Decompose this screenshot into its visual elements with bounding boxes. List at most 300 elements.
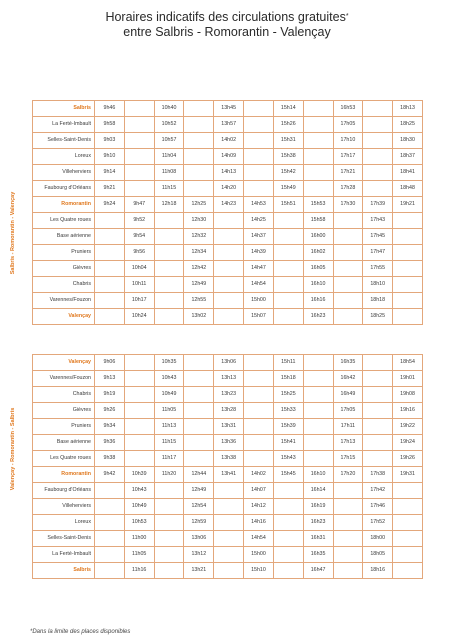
departure-time: 9h14 [95, 165, 125, 181]
departure-time [214, 531, 244, 547]
departure-time: 16h23 [303, 515, 333, 531]
departure-time: 17h21 [333, 165, 363, 181]
departure-time: 11h20 [154, 467, 184, 483]
departure-time [244, 181, 274, 197]
station-name: Faubourg d'Orléans [33, 483, 95, 499]
departure-time [244, 371, 274, 387]
departure-time: 12h42 [184, 261, 214, 277]
departure-time [214, 261, 244, 277]
timetable-row [33, 435, 423, 451]
departure-time: 12h54 [184, 499, 214, 515]
departure-time: 13h57 [214, 117, 244, 133]
departure-time: 9h21 [95, 181, 125, 197]
departure-time: 14h53 [244, 197, 274, 213]
departure-time [95, 531, 125, 547]
departure-time [244, 133, 274, 149]
departure-time [154, 293, 184, 309]
departure-time [333, 547, 363, 563]
departure-time [303, 355, 333, 371]
departure-time: 16h14 [303, 483, 333, 499]
departure-time: 18h18 [363, 293, 393, 309]
departure-time [303, 133, 333, 149]
departure-time [154, 499, 184, 515]
station-name: Les Quatre roues [33, 451, 95, 467]
departure-time [184, 355, 214, 371]
station-name: Romorantin [33, 467, 95, 483]
departure-time [303, 403, 333, 419]
timetable-row [33, 467, 423, 483]
timetable-valencay-salbris [32, 354, 423, 579]
departure-time: 15h07 [244, 309, 274, 325]
departure-time: 11h13 [154, 419, 184, 435]
departure-time: 13h41 [214, 467, 244, 483]
departure-time: 18h48 [393, 181, 423, 197]
departure-time: 18h16 [363, 563, 393, 579]
departure-time [124, 419, 154, 435]
departure-time [214, 245, 244, 261]
departure-time: 9h26 [95, 403, 125, 419]
station-name: Chabris [33, 387, 95, 403]
departure-time: 16h35 [333, 355, 363, 371]
departure-time [273, 499, 303, 515]
departure-time [363, 355, 393, 371]
departure-time: 18h00 [363, 531, 393, 547]
departure-time: 9h58 [95, 117, 125, 133]
departure-time [333, 293, 363, 309]
timetable-row [33, 483, 423, 499]
departure-time: 16h00 [303, 229, 333, 245]
timetable-row [33, 229, 423, 245]
departure-time: 11h16 [124, 563, 154, 579]
departure-time: 11h04 [154, 149, 184, 165]
departure-time [244, 451, 274, 467]
departure-time [244, 117, 274, 133]
timetable-row [33, 451, 423, 467]
timetable-row [33, 149, 423, 165]
departure-time: 12h30 [184, 213, 214, 229]
departure-time [214, 563, 244, 579]
departure-time [184, 371, 214, 387]
departure-time: 14h02 [214, 133, 244, 149]
departure-time: 10h17 [124, 293, 154, 309]
departure-time: 16h16 [303, 293, 333, 309]
departure-time [303, 149, 333, 165]
departure-time: 19h08 [393, 387, 423, 403]
station-name: Varennes/Fouzon [33, 371, 95, 387]
departure-time [184, 451, 214, 467]
departure-time [244, 355, 274, 371]
departure-time: 17h30 [333, 197, 363, 213]
departure-time: 9h47 [124, 197, 154, 213]
station-name: Les Quatre roues [33, 213, 95, 229]
departure-time: 13h28 [214, 403, 244, 419]
departure-time: 10h43 [154, 371, 184, 387]
departure-time [273, 547, 303, 563]
departure-time [273, 483, 303, 499]
departure-time: 9h06 [95, 355, 125, 371]
departure-time [393, 213, 423, 229]
departure-time: 13h36 [214, 435, 244, 451]
departure-time: 10h53 [124, 515, 154, 531]
departure-time: 12h59 [184, 515, 214, 531]
departure-time: 19h21 [393, 197, 423, 213]
departure-time: 14h47 [244, 261, 274, 277]
departure-time: 16h31 [303, 531, 333, 547]
departure-time: 13h12 [184, 547, 214, 563]
departure-time [393, 261, 423, 277]
departure-time: 15h51 [273, 197, 303, 213]
station-name: Romorantin [33, 197, 95, 213]
departure-time: 9h10 [95, 149, 125, 165]
title-line1: Horaires indicatifs des circulations gratuites [105, 10, 346, 24]
departure-time: 19h16 [393, 403, 423, 419]
departure-time: 18h13 [393, 101, 423, 117]
departure-time: 16h23 [303, 309, 333, 325]
station-name: Salbris [33, 101, 95, 117]
departure-time: 9h38 [95, 451, 125, 467]
departure-time [363, 117, 393, 133]
departure-time [95, 483, 125, 499]
departure-time: 16h42 [333, 371, 363, 387]
station-name: Selles-Saint-Denis [33, 531, 95, 547]
departure-time: 17h38 [363, 467, 393, 483]
departure-time [303, 387, 333, 403]
departure-time: 14h09 [214, 149, 244, 165]
departure-time [303, 451, 333, 467]
departure-time [273, 515, 303, 531]
departure-time: 17h20 [333, 467, 363, 483]
departure-time: 14h07 [244, 483, 274, 499]
departure-time: 10h49 [124, 499, 154, 515]
departure-time: 18h54 [393, 355, 423, 371]
departure-time: 15h26 [273, 117, 303, 133]
timetable-row [33, 197, 423, 213]
departure-time [273, 309, 303, 325]
departure-time: 9h56 [124, 245, 154, 261]
station-name: Valençay [33, 309, 95, 325]
departure-time [95, 499, 125, 515]
departure-time [184, 101, 214, 117]
departure-time [184, 419, 214, 435]
departure-time: 10h57 [154, 133, 184, 149]
station-name: Loreux [33, 149, 95, 165]
departure-time: 17h28 [333, 181, 363, 197]
departure-time [244, 165, 274, 181]
departure-time: 14h12 [244, 499, 274, 515]
departure-time: 12h44 [184, 467, 214, 483]
departure-time: 17h11 [333, 419, 363, 435]
timetable-row [33, 133, 423, 149]
timetable-row [33, 547, 423, 563]
departure-time: 17h10 [333, 133, 363, 149]
departure-time: 16h10 [303, 277, 333, 293]
departure-time [95, 261, 125, 277]
timetable-row [33, 117, 423, 133]
departure-time: 15h39 [273, 419, 303, 435]
timetable-row [33, 277, 423, 293]
departure-time [154, 245, 184, 261]
departure-time [154, 309, 184, 325]
station-name: Gièvres [33, 403, 95, 419]
departure-time [363, 133, 393, 149]
departure-time: 12h49 [184, 483, 214, 499]
timetable-row [33, 419, 423, 435]
departure-time: 9h36 [95, 435, 125, 451]
timetable-salbris-valencay [32, 100, 423, 325]
departure-time [363, 149, 393, 165]
station-name: Base aérienne [33, 229, 95, 245]
departure-time: 13h06 [184, 531, 214, 547]
timetable-row [33, 515, 423, 531]
departure-time: 14h39 [244, 245, 274, 261]
departure-time: 17h43 [363, 213, 393, 229]
departure-time [333, 563, 363, 579]
departure-time: 19h31 [393, 467, 423, 483]
departure-time: 14h37 [244, 229, 274, 245]
departure-time [363, 403, 393, 419]
departure-time [393, 229, 423, 245]
departure-time: 19h26 [393, 451, 423, 467]
departure-time: 15h00 [244, 547, 274, 563]
departure-time [303, 101, 333, 117]
timetable-row [33, 403, 423, 419]
departure-time: 15h58 [303, 213, 333, 229]
departure-time: 10h11 [124, 277, 154, 293]
departure-time: 9h24 [95, 197, 125, 213]
station-name: La Ferté-Imbault [33, 117, 95, 133]
departure-time [303, 371, 333, 387]
title-asterisk: * [345, 13, 349, 20]
departure-time: 13h45 [214, 101, 244, 117]
departure-time [95, 563, 125, 579]
station-name: Villeherviers [33, 165, 95, 181]
departure-time [214, 547, 244, 563]
departure-time: 9h19 [95, 387, 125, 403]
document-subtitle: entre Salbris - Romorantin - Valençay [123, 25, 331, 39]
departure-time [154, 531, 184, 547]
station-name: Valençay [33, 355, 95, 371]
departure-time: 9h34 [95, 419, 125, 435]
departure-time: 16h19 [303, 499, 333, 515]
departure-time [124, 355, 154, 371]
departure-time: 10h04 [124, 261, 154, 277]
departure-time [333, 531, 363, 547]
departure-time [184, 133, 214, 149]
timetable-row [33, 181, 423, 197]
departure-time: 14h54 [244, 531, 274, 547]
timetable-row [33, 261, 423, 277]
departure-time [154, 229, 184, 245]
departure-time [393, 515, 423, 531]
departure-time: 14h16 [244, 515, 274, 531]
station-name: Chabris [33, 277, 95, 293]
departure-time [214, 309, 244, 325]
departure-time [273, 213, 303, 229]
station-name: Villeherviers [33, 499, 95, 515]
departure-time: 13h06 [214, 355, 244, 371]
departure-time: 15h11 [273, 355, 303, 371]
departure-time [244, 435, 274, 451]
departure-time [393, 563, 423, 579]
departure-time: 14h13 [214, 165, 244, 181]
departure-time [303, 181, 333, 197]
timetable-row [33, 165, 423, 181]
departure-time: 14h23 [214, 197, 244, 213]
departure-time [184, 149, 214, 165]
departure-time: 14h25 [244, 213, 274, 229]
departure-time: 10h49 [154, 387, 184, 403]
departure-time [244, 149, 274, 165]
timetable-row [33, 387, 423, 403]
departure-time: 10h40 [154, 101, 184, 117]
departure-time [333, 245, 363, 261]
departure-time: 12h25 [184, 197, 214, 213]
departure-time: 13h21 [184, 563, 214, 579]
departure-time [95, 229, 125, 245]
departure-time [333, 229, 363, 245]
departure-time [273, 229, 303, 245]
departure-time: 17h47 [363, 245, 393, 261]
station-name: La Ferté-Imbault [33, 547, 95, 563]
departure-time: 11h15 [154, 435, 184, 451]
departure-time [363, 387, 393, 403]
departure-time: 15h14 [273, 101, 303, 117]
departure-time: 13h31 [214, 419, 244, 435]
departure-time [333, 277, 363, 293]
departure-time [393, 293, 423, 309]
departure-time: 16h10 [303, 467, 333, 483]
timetable-row [33, 213, 423, 229]
departure-time [393, 245, 423, 261]
departure-time [273, 563, 303, 579]
departure-time [184, 387, 214, 403]
timetable-row [33, 101, 423, 117]
departure-time [124, 149, 154, 165]
station-name: Loreux [33, 515, 95, 531]
timetable-row [33, 531, 423, 547]
departure-time [154, 483, 184, 499]
departure-time [154, 277, 184, 293]
departure-time [154, 547, 184, 563]
departure-time [303, 435, 333, 451]
departure-time [363, 181, 393, 197]
departure-time [95, 213, 125, 229]
departure-time [214, 293, 244, 309]
departure-time [214, 277, 244, 293]
departure-time [124, 451, 154, 467]
departure-time [244, 419, 274, 435]
departure-time: 15h31 [273, 133, 303, 149]
departure-time [214, 515, 244, 531]
departure-time [124, 117, 154, 133]
table2-side-label: Valençay - Romorantin - Salbris [10, 407, 16, 491]
timetable-row [33, 309, 423, 325]
departure-time [184, 117, 214, 133]
departure-time: 11h08 [154, 165, 184, 181]
departure-time: 15h45 [273, 467, 303, 483]
departure-time [333, 261, 363, 277]
departure-time [124, 387, 154, 403]
departure-time: 17h15 [333, 451, 363, 467]
departure-time [273, 293, 303, 309]
departure-time: 13h23 [214, 387, 244, 403]
departure-time: 15h43 [273, 451, 303, 467]
departure-time [363, 101, 393, 117]
departure-time [154, 563, 184, 579]
departure-time: 11h05 [124, 547, 154, 563]
departure-time: 17h05 [333, 117, 363, 133]
document-title [0, 10, 454, 25]
departure-time: 13h02 [184, 309, 214, 325]
departure-time [124, 165, 154, 181]
departure-time: 19h24 [393, 435, 423, 451]
departure-time: 18h41 [393, 165, 423, 181]
station-name: Varennes/Fouzon [33, 293, 95, 309]
departure-time: 9h46 [95, 101, 125, 117]
departure-time: 15h53 [303, 197, 333, 213]
table1-side-label: Salbris - Romorantin - Valençay [10, 191, 16, 275]
departure-time: 18h05 [363, 547, 393, 563]
departure-time: 17h55 [363, 261, 393, 277]
departure-time [393, 277, 423, 293]
departure-time [214, 229, 244, 245]
departure-time: 18h37 [393, 149, 423, 165]
departure-time [393, 499, 423, 515]
station-name: Selles-Saint-Denis [33, 133, 95, 149]
departure-time: 9h03 [95, 133, 125, 149]
departure-time: 9h54 [124, 229, 154, 245]
departure-time [95, 277, 125, 293]
departure-time [95, 309, 125, 325]
departure-time [154, 261, 184, 277]
departure-time [363, 371, 393, 387]
station-name: Pruniers [33, 245, 95, 261]
departure-time: 12h18 [154, 197, 184, 213]
departure-time: 15h10 [244, 563, 274, 579]
departure-time: 18h25 [393, 117, 423, 133]
departure-time: 16h49 [333, 387, 363, 403]
departure-time: 17h52 [363, 515, 393, 531]
departure-time: 14h02 [244, 467, 274, 483]
departure-time [214, 213, 244, 229]
departure-time: 12h55 [184, 293, 214, 309]
departure-time: 19h22 [393, 419, 423, 435]
departure-time [214, 499, 244, 515]
departure-time: 11h00 [124, 531, 154, 547]
departure-time [184, 435, 214, 451]
station-name: Faubourg d'Orléans [33, 181, 95, 197]
departure-time [363, 435, 393, 451]
departure-time [124, 435, 154, 451]
station-name: Pruniers [33, 419, 95, 435]
departure-time [393, 547, 423, 563]
departure-time [273, 277, 303, 293]
departure-time [95, 515, 125, 531]
departure-time: 18h30 [393, 133, 423, 149]
departure-time: 15h00 [244, 293, 274, 309]
departure-time: 12h49 [184, 277, 214, 293]
departure-time: 15h42 [273, 165, 303, 181]
departure-time [273, 245, 303, 261]
departure-time: 10h24 [124, 309, 154, 325]
departure-time: 17h39 [363, 197, 393, 213]
departure-time: 16h47 [303, 563, 333, 579]
departure-time: 9h52 [124, 213, 154, 229]
departure-time: 15h49 [273, 181, 303, 197]
departure-time [363, 165, 393, 181]
departure-time [363, 451, 393, 467]
departure-time [154, 515, 184, 531]
